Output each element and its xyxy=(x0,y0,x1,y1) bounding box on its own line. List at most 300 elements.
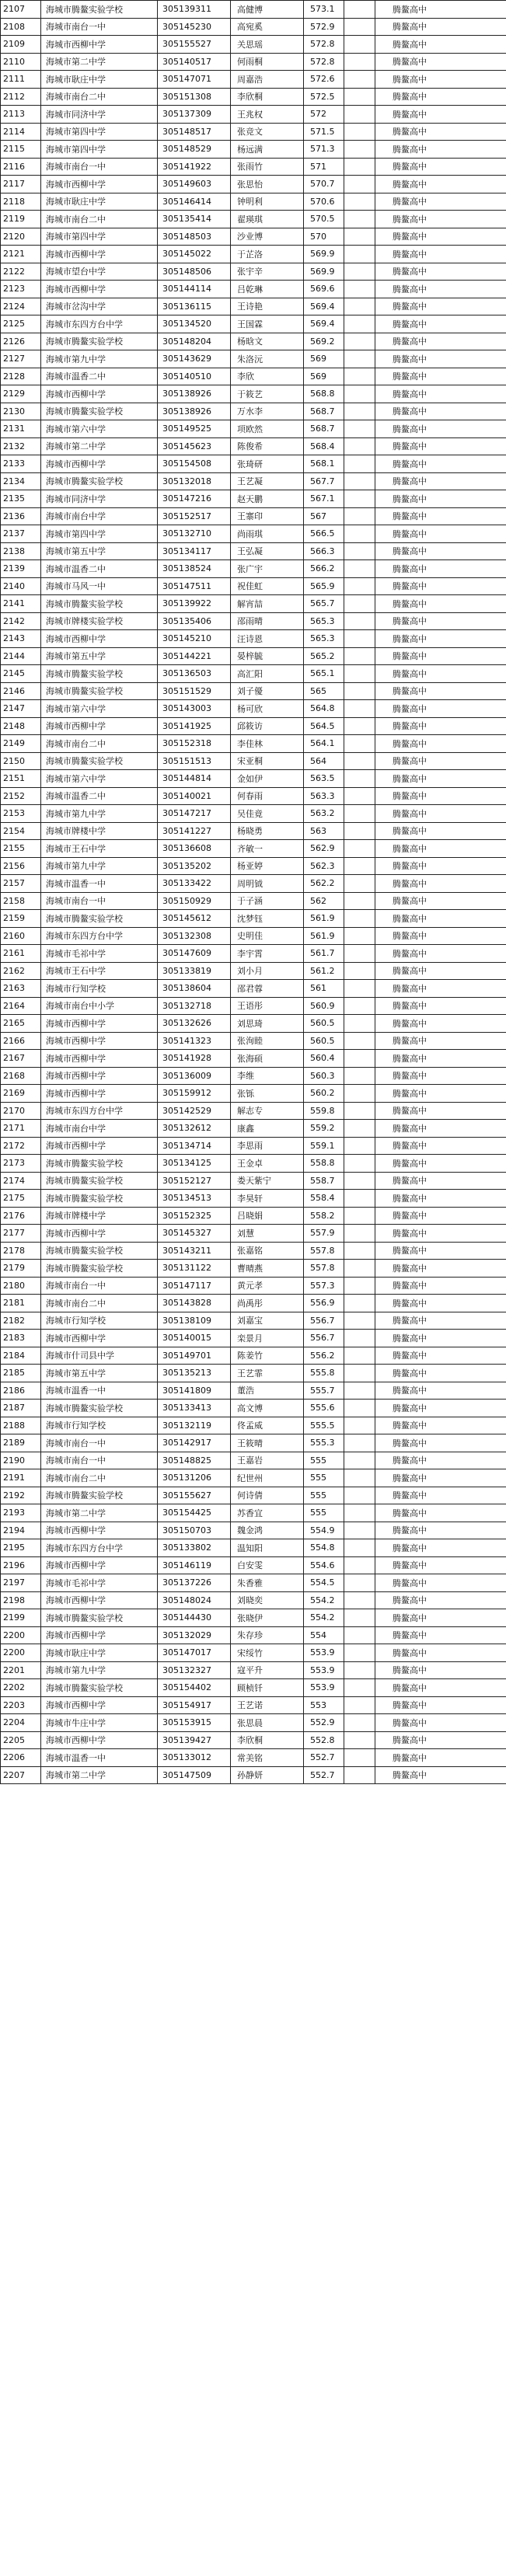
admitted-school-cell: 腾鳌高中 xyxy=(375,350,506,368)
school-cell: 海城市南台二中 xyxy=(41,88,158,106)
student-name-cell: 刘小月 xyxy=(231,962,304,980)
table-row xyxy=(1,805,506,823)
table-row xyxy=(1,560,506,578)
blank-cell xyxy=(344,1644,375,1662)
admitted-school-cell: 腾鳌高中 xyxy=(375,805,506,823)
blank-cell xyxy=(344,350,375,368)
admitted-school-cell: 腾鳌高中 xyxy=(375,176,506,193)
rank-cell: 2200 xyxy=(1,1626,41,1644)
admitted-school-cell: 腾鳌高中 xyxy=(375,1032,506,1050)
admitted-school-cell: 腾鳌高中 xyxy=(375,787,506,805)
score-cell: 555.7 xyxy=(304,1382,344,1400)
student-id-cell: 305143003 xyxy=(158,700,231,718)
student-name-cell: 沙业博 xyxy=(231,228,304,246)
student-id-cell: 305135414 xyxy=(158,211,231,228)
blank-cell xyxy=(344,106,375,124)
student-name-cell: 于子涵 xyxy=(231,892,304,910)
school-cell: 海城市腾鳌实验学校 xyxy=(41,1679,158,1697)
student-name-cell: 王嘉岩 xyxy=(231,1452,304,1469)
school-cell: 海城市腾鳌实验学校 xyxy=(41,1609,158,1627)
school-cell: 海城市腾鳌实验学校 xyxy=(41,1,158,19)
score-cell: 571.3 xyxy=(304,141,344,159)
score-cell: 558.2 xyxy=(304,1207,344,1225)
admitted-school-cell: 腾鳌高中 xyxy=(375,595,506,613)
student-name-cell: 刘思琦 xyxy=(231,1015,304,1033)
blank-cell xyxy=(344,875,375,893)
school-cell: 海城市南台二中 xyxy=(41,1295,158,1312)
student-name-cell: 李思雨 xyxy=(231,1137,304,1155)
blank-cell xyxy=(344,1137,375,1155)
rank-cell: 2154 xyxy=(1,822,41,840)
student-id-cell: 305155527 xyxy=(158,36,231,54)
rank-cell: 2199 xyxy=(1,1609,41,1627)
score-cell: 558.4 xyxy=(304,1190,344,1208)
rank-cell: 2141 xyxy=(1,595,41,613)
student-name-cell: 杨远满 xyxy=(231,141,304,159)
school-cell: 海城市东四方台中学 xyxy=(41,315,158,333)
school-cell: 海城市南台一中 xyxy=(41,1434,158,1452)
table-row xyxy=(1,980,506,998)
student-name-cell: 邵君蓉 xyxy=(231,980,304,998)
rank-cell: 2175 xyxy=(1,1190,41,1208)
student-name-cell: 张琦研 xyxy=(231,455,304,473)
admitted-school-cell: 腾鳌高中 xyxy=(375,1085,506,1103)
student-name-cell: 寇平升 xyxy=(231,1661,304,1679)
school-cell: 海城市腾鳌实验学校 xyxy=(41,682,158,700)
blank-cell xyxy=(344,472,375,490)
school-cell: 海城市第六中学 xyxy=(41,700,158,718)
score-cell: 555 xyxy=(304,1487,344,1504)
table-row xyxy=(1,770,506,788)
admitted-school-cell: 腾鳌高中 xyxy=(375,385,506,403)
blank-cell xyxy=(344,1714,375,1732)
student-name-cell: 李昊轩 xyxy=(231,1190,304,1208)
school-cell: 海城市腾鳌实验学校 xyxy=(41,595,158,613)
admitted-school-cell: 腾鳌高中 xyxy=(375,840,506,858)
admitted-school-cell: 腾鳌高中 xyxy=(375,1155,506,1173)
rank-cell: 2148 xyxy=(1,717,41,735)
table-row xyxy=(1,945,506,963)
blank-cell xyxy=(344,455,375,473)
score-cell: 565.2 xyxy=(304,647,344,665)
student-id-cell: 305152318 xyxy=(158,735,231,753)
school-cell: 海城市第四中学 xyxy=(41,228,158,246)
blank-cell xyxy=(344,1085,375,1103)
table-row xyxy=(1,1085,506,1103)
table-row xyxy=(1,123,506,141)
student-id-cell: 305132018 xyxy=(158,472,231,490)
student-name-cell: 娄天紫宁 xyxy=(231,1172,304,1190)
school-cell: 海城市西柳中学 xyxy=(41,1626,158,1644)
table-row xyxy=(1,1714,506,1732)
school-cell: 海城市西柳中学 xyxy=(41,176,158,193)
blank-cell xyxy=(344,700,375,718)
student-name-cell: 宋亚桐 xyxy=(231,752,304,770)
student-id-cell: 305145327 xyxy=(158,1225,231,1243)
rank-cell: 2171 xyxy=(1,1120,41,1138)
blank-cell xyxy=(344,437,375,455)
student-id-cell: 305150703 xyxy=(158,1522,231,1539)
blank-cell xyxy=(344,665,375,683)
table-row xyxy=(1,577,506,595)
student-id-cell: 305132718 xyxy=(158,997,231,1015)
student-id-cell: 305137309 xyxy=(158,106,231,124)
admitted-school-cell: 腾鳌高中 xyxy=(375,1312,506,1330)
blank-cell xyxy=(344,298,375,315)
school-cell: 海城市腾鳌实验学校 xyxy=(41,333,158,350)
rank-cell: 2184 xyxy=(1,1347,41,1365)
admitted-school-cell: 腾鳌高中 xyxy=(375,1626,506,1644)
blank-cell xyxy=(344,507,375,525)
admitted-school-cell: 腾鳌高中 xyxy=(375,1277,506,1295)
student-name-cell: 周嘉浩 xyxy=(231,71,304,89)
student-id-cell: 305140021 xyxy=(158,787,231,805)
rank-cell: 2183 xyxy=(1,1330,41,1347)
student-id-cell: 305143211 xyxy=(158,1242,231,1260)
admitted-school-cell: 腾鳌高中 xyxy=(375,1190,506,1208)
table-row xyxy=(1,1661,506,1679)
school-cell: 海城市毛祁中学 xyxy=(41,945,158,963)
table-row xyxy=(1,1155,506,1173)
rank-cell: 2151 xyxy=(1,770,41,788)
school-cell: 海城市西柳中学 xyxy=(41,1330,158,1347)
rank-cell: 2143 xyxy=(1,630,41,648)
score-cell: 562.9 xyxy=(304,840,344,858)
rank-cell: 2145 xyxy=(1,665,41,683)
student-name-cell: 王艺凝 xyxy=(231,472,304,490)
student-name-cell: 邵雨晴 xyxy=(231,612,304,630)
admitted-school-cell: 腾鳌高中 xyxy=(375,1539,506,1557)
rank-cell: 2139 xyxy=(1,560,41,578)
blank-cell xyxy=(344,1434,375,1452)
table-row xyxy=(1,141,506,159)
school-cell: 海城市第二中学 xyxy=(41,437,158,455)
student-name-cell: 王寨印 xyxy=(231,507,304,525)
rank-cell: 2137 xyxy=(1,525,41,543)
student-id-cell: 305149525 xyxy=(158,420,231,438)
admitted-school-cell: 腾鳌高中 xyxy=(375,1766,506,1784)
school-cell: 海城市西柳中学 xyxy=(41,1731,158,1749)
student-name-cell: 黄元孝 xyxy=(231,1277,304,1295)
score-cell: 565.1 xyxy=(304,665,344,683)
rank-cell: 2202 xyxy=(1,1679,41,1697)
student-id-cell: 305134520 xyxy=(158,315,231,333)
school-cell: 海城市第九中学 xyxy=(41,805,158,823)
score-cell: 560.5 xyxy=(304,1015,344,1033)
admitted-school-cell: 腾鳌高中 xyxy=(375,682,506,700)
table-row xyxy=(1,700,506,718)
school-cell: 海城市腾鳌实验学校 xyxy=(41,1155,158,1173)
student-id-cell: 305146119 xyxy=(158,1556,231,1574)
table-row xyxy=(1,385,506,403)
score-cell: 572.8 xyxy=(304,36,344,54)
admitted-school-cell: 腾鳌高中 xyxy=(375,333,506,350)
student-name-cell: 杨可欣 xyxy=(231,700,304,718)
table-row xyxy=(1,822,506,840)
student-id-cell: 305146414 xyxy=(158,193,231,211)
student-id-cell: 305144114 xyxy=(158,281,231,298)
table-row xyxy=(1,787,506,805)
student-id-cell: 305145230 xyxy=(158,18,231,36)
student-name-cell: 刘晓奕 xyxy=(231,1591,304,1609)
rank-cell: 2174 xyxy=(1,1172,41,1190)
blank-cell xyxy=(344,211,375,228)
score-cell: 567.1 xyxy=(304,490,344,508)
student-id-cell: 305147017 xyxy=(158,1644,231,1662)
student-id-cell: 305131206 xyxy=(158,1469,231,1487)
student-name-cell: 齐敏一 xyxy=(231,840,304,858)
table-row xyxy=(1,507,506,525)
admitted-school-cell: 腾鳌高中 xyxy=(375,123,506,141)
rank-cell: 2178 xyxy=(1,1242,41,1260)
rank-cell: 2117 xyxy=(1,176,41,193)
blank-cell xyxy=(344,1,375,19)
blank-cell xyxy=(344,1102,375,1120)
score-cell: 569.4 xyxy=(304,298,344,315)
student-name-cell: 王兆权 xyxy=(231,106,304,124)
blank-cell xyxy=(344,1556,375,1574)
student-id-cell: 305141922 xyxy=(158,158,231,176)
table-row xyxy=(1,53,506,71)
admitted-school-cell: 腾鳌高中 xyxy=(375,315,506,333)
score-cell: 568.4 xyxy=(304,437,344,455)
student-name-cell: 张洵睦 xyxy=(231,1032,304,1050)
table-row xyxy=(1,1539,506,1557)
student-id-cell: 305152127 xyxy=(158,1172,231,1190)
student-id-cell: 305145623 xyxy=(158,437,231,455)
school-cell: 海城市腾鳌实验学校 xyxy=(41,752,158,770)
student-name-cell: 张竞文 xyxy=(231,123,304,141)
admitted-school-cell: 腾鳌高中 xyxy=(375,1295,506,1312)
rank-cell: 2193 xyxy=(1,1504,41,1522)
score-cell: 559.1 xyxy=(304,1137,344,1155)
student-id-cell: 305138109 xyxy=(158,1312,231,1330)
student-id-cell: 305147217 xyxy=(158,805,231,823)
student-name-cell: 董浩 xyxy=(231,1382,304,1400)
student-id-cell: 305147071 xyxy=(158,71,231,89)
blank-cell xyxy=(344,595,375,613)
rank-cell: 2153 xyxy=(1,805,41,823)
student-name-cell: 张晓伊 xyxy=(231,1609,304,1627)
score-cell: 568.7 xyxy=(304,420,344,438)
student-id-cell: 305150929 xyxy=(158,892,231,910)
admitted-school-cell: 腾鳌高中 xyxy=(375,1574,506,1592)
admitted-school-cell: 腾鳌高中 xyxy=(375,1120,506,1138)
admitted-school-cell: 腾鳌高中 xyxy=(375,910,506,928)
score-cell: 555.8 xyxy=(304,1365,344,1382)
rank-cell: 2119 xyxy=(1,211,41,228)
admitted-school-cell: 腾鳌高中 xyxy=(375,1137,506,1155)
score-cell: 564.5 xyxy=(304,717,344,735)
school-cell: 海城市第二中学 xyxy=(41,1766,158,1784)
rank-cell: 2159 xyxy=(1,910,41,928)
blank-cell xyxy=(344,1330,375,1347)
rank-cell: 2108 xyxy=(1,18,41,36)
rank-cell: 2186 xyxy=(1,1382,41,1400)
student-id-cell: 305132626 xyxy=(158,1015,231,1033)
student-name-cell: 康鑫 xyxy=(231,1120,304,1138)
score-cell: 555.3 xyxy=(304,1434,344,1452)
blank-cell xyxy=(344,333,375,350)
rank-cell: 2194 xyxy=(1,1522,41,1539)
score-cell: 555 xyxy=(304,1504,344,1522)
school-cell: 海城市西柳中学 xyxy=(41,36,158,54)
rank-cell: 2180 xyxy=(1,1277,41,1295)
student-id-cell: 305148517 xyxy=(158,123,231,141)
school-cell: 海城市西柳中学 xyxy=(41,1591,158,1609)
school-cell: 海城市什司县中学 xyxy=(41,1347,158,1365)
table-row xyxy=(1,647,506,665)
score-cell: 552.8 xyxy=(304,1731,344,1749)
admitted-school-cell: 腾鳌高中 xyxy=(375,1714,506,1732)
table-row xyxy=(1,1260,506,1278)
student-id-cell: 305141928 xyxy=(158,1050,231,1068)
student-id-cell: 305154917 xyxy=(158,1696,231,1714)
student-id-cell: 305140015 xyxy=(158,1330,231,1347)
student-id-cell: 305140510 xyxy=(158,368,231,385)
rank-cell: 2147 xyxy=(1,700,41,718)
score-cell: 569.9 xyxy=(304,263,344,281)
admitted-school-cell: 腾鳌高中 xyxy=(375,1400,506,1417)
blank-cell xyxy=(344,1749,375,1767)
table-row xyxy=(1,1365,506,1382)
blank-cell xyxy=(344,857,375,875)
rank-cell: 2201 xyxy=(1,1661,41,1679)
student-id-cell: 305147117 xyxy=(158,1277,231,1295)
table-row xyxy=(1,1050,506,1068)
table-row xyxy=(1,246,506,263)
admitted-school-cell: 腾鳌高中 xyxy=(375,1,506,19)
score-cell: 567.7 xyxy=(304,472,344,490)
blank-cell xyxy=(344,88,375,106)
blank-cell xyxy=(344,612,375,630)
student-id-cell: 305142529 xyxy=(158,1102,231,1120)
score-cell: 571 xyxy=(304,158,344,176)
table-row xyxy=(1,1766,506,1784)
school-cell: 海城市第九中学 xyxy=(41,857,158,875)
score-cell: 565.7 xyxy=(304,595,344,613)
admitted-school-cell: 腾鳌高中 xyxy=(375,665,506,683)
score-cell: 567 xyxy=(304,507,344,525)
score-cell: 560.3 xyxy=(304,1067,344,1085)
student-name-cell: 王筱晴 xyxy=(231,1434,304,1452)
student-name-cell: 张宇辛 xyxy=(231,263,304,281)
rank-cell: 2107 xyxy=(1,1,41,19)
table-row xyxy=(1,420,506,438)
rank-cell: 2135 xyxy=(1,490,41,508)
score-cell: 557.9 xyxy=(304,1225,344,1243)
score-cell: 568.8 xyxy=(304,385,344,403)
rank-cell: 2121 xyxy=(1,246,41,263)
school-cell: 海城市东四方台中学 xyxy=(41,927,158,945)
score-cell: 553.9 xyxy=(304,1679,344,1697)
admitted-school-cell: 腾鳌高中 xyxy=(375,507,506,525)
rank-cell: 2190 xyxy=(1,1452,41,1469)
table-row xyxy=(1,1417,506,1434)
score-cell: 562.2 xyxy=(304,875,344,893)
rank-cell: 2169 xyxy=(1,1085,41,1103)
rank-cell: 2122 xyxy=(1,263,41,281)
school-cell: 海城市第九中学 xyxy=(41,350,158,368)
rank-cell: 2185 xyxy=(1,1365,41,1382)
admitted-school-cell: 腾鳌高中 xyxy=(375,1365,506,1382)
admitted-school-cell: 腾鳌高中 xyxy=(375,612,506,630)
school-cell: 海城市东四方台中学 xyxy=(41,1539,158,1557)
blank-cell xyxy=(344,822,375,840)
admitted-school-cell: 腾鳌高中 xyxy=(375,1452,506,1469)
rank-cell: 2162 xyxy=(1,962,41,980)
school-cell: 海城市温香二中 xyxy=(41,368,158,385)
blank-cell xyxy=(344,1452,375,1469)
score-cell: 556.9 xyxy=(304,1295,344,1312)
student-name-cell: 陈姜竹 xyxy=(231,1347,304,1365)
rank-cell: 2192 xyxy=(1,1487,41,1504)
school-cell: 海城市牌楼中学 xyxy=(41,822,158,840)
table-row xyxy=(1,717,506,735)
rank-cell: 2130 xyxy=(1,403,41,420)
student-id-cell: 305139922 xyxy=(158,595,231,613)
score-cell: 564 xyxy=(304,752,344,770)
rank-cell: 2115 xyxy=(1,141,41,159)
admitted-school-cell: 腾鳌高中 xyxy=(375,1067,506,1085)
student-name-cell: 杨亚婷 xyxy=(231,857,304,875)
blank-cell xyxy=(344,1190,375,1208)
score-cell: 554.2 xyxy=(304,1609,344,1627)
blank-cell xyxy=(344,1277,375,1295)
rank-cell: 2164 xyxy=(1,997,41,1015)
school-cell: 海城市西柳中学 xyxy=(41,1050,158,1068)
score-cell: 557.3 xyxy=(304,1277,344,1295)
table-row xyxy=(1,1591,506,1609)
table-row xyxy=(1,542,506,560)
school-cell: 海城市腾鳌实验学校 xyxy=(41,403,158,420)
student-id-cell: 305133802 xyxy=(158,1539,231,1557)
admitted-school-cell: 腾鳌高中 xyxy=(375,1469,506,1487)
student-name-cell: 李维 xyxy=(231,1067,304,1085)
student-name-cell: 关思瑶 xyxy=(231,36,304,54)
blank-cell xyxy=(344,1365,375,1382)
student-id-cell: 305144430 xyxy=(158,1609,231,1627)
admitted-school-cell: 腾鳌高中 xyxy=(375,36,506,54)
student-id-cell: 305154402 xyxy=(158,1679,231,1697)
table-row xyxy=(1,1626,506,1644)
table-row xyxy=(1,350,506,368)
school-cell: 海城市温香二中 xyxy=(41,787,158,805)
rank-cell: 2158 xyxy=(1,892,41,910)
school-cell: 海城市行知学校 xyxy=(41,1312,158,1330)
admitted-school-cell: 腾鳌高中 xyxy=(375,1102,506,1120)
admitted-school-cell: 腾鳌高中 xyxy=(375,875,506,893)
table-row xyxy=(1,752,506,770)
blank-cell xyxy=(344,647,375,665)
school-cell: 海城市南台一中 xyxy=(41,1452,158,1469)
table-row xyxy=(1,1609,506,1627)
score-cell: 566.5 xyxy=(304,525,344,543)
student-id-cell: 305138926 xyxy=(158,403,231,420)
admitted-school-cell: 腾鳌高中 xyxy=(375,193,506,211)
admitted-school-cell: 腾鳌高中 xyxy=(375,281,506,298)
school-cell: 海城市第二中学 xyxy=(41,1504,158,1522)
school-cell: 海城市腾鳌实验学校 xyxy=(41,1260,158,1278)
score-cell: 553.9 xyxy=(304,1661,344,1679)
score-cell: 560.4 xyxy=(304,1050,344,1068)
school-cell: 海城市南台中学 xyxy=(41,507,158,525)
rank-cell: 2181 xyxy=(1,1295,41,1312)
score-cell: 568.1 xyxy=(304,455,344,473)
blank-cell xyxy=(344,805,375,823)
blank-cell xyxy=(344,228,375,246)
table-row xyxy=(1,665,506,683)
